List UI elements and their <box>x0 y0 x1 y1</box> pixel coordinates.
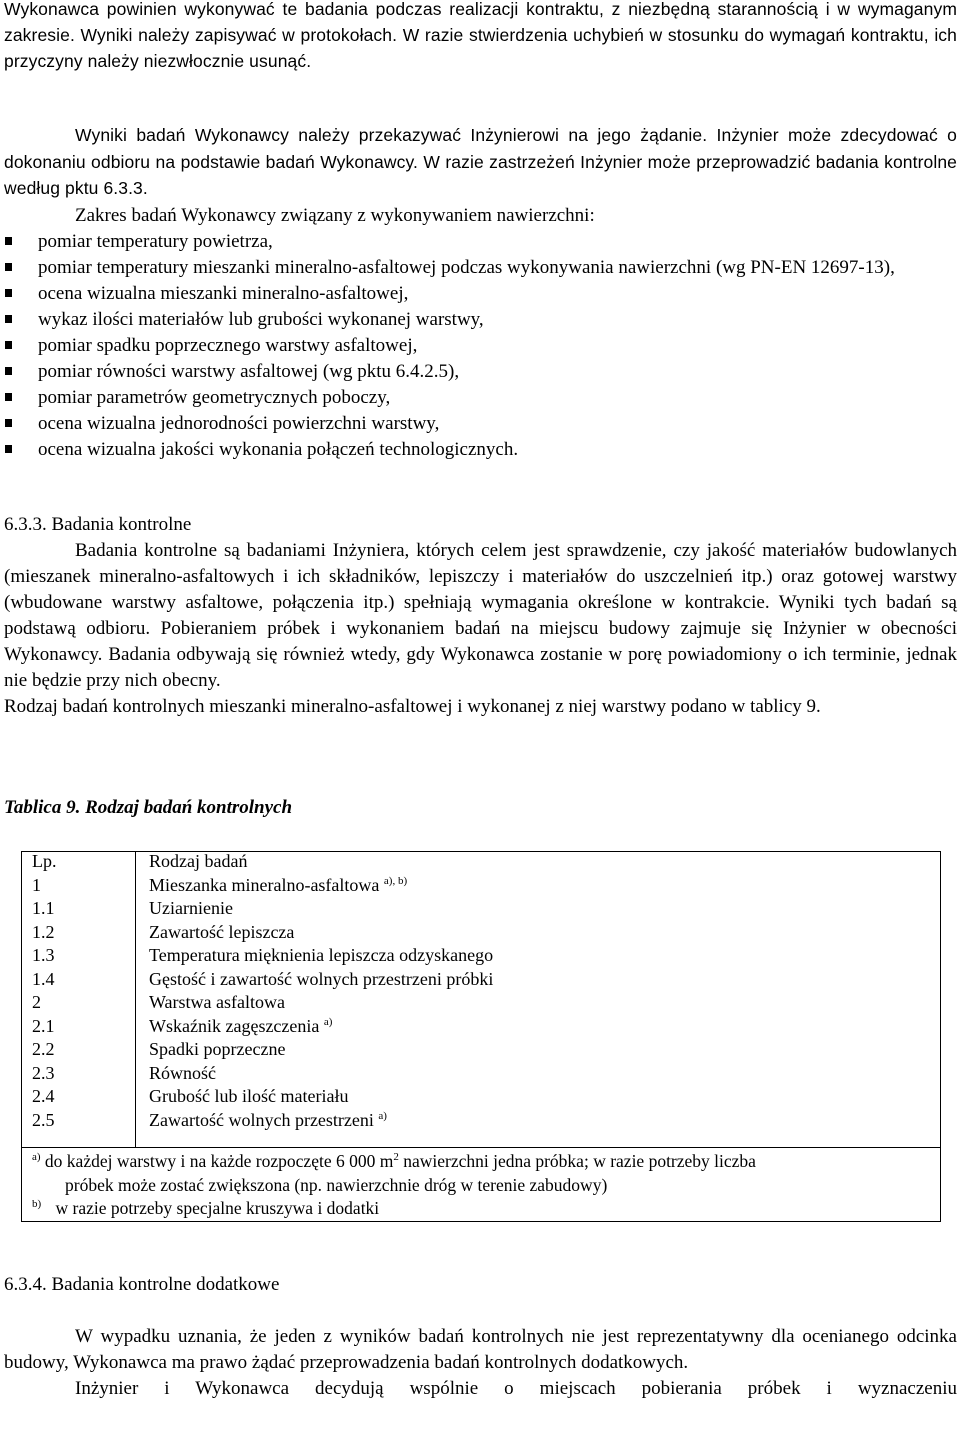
section-633-heading: 6.3.3. Badania kontrolne <box>4 514 192 535</box>
row-test-type: Wskaźnik zagęszczenia $^{a)}$ <box>149 1015 333 1036</box>
row-test-type: Warstwa asfaltowa <box>149 992 285 1012</box>
section-634-paragraph-2: Inżynier i Wykonawca decydują wspólnie o miejscach pobierania próbek i wyznaczeniu <box>75 1378 957 1399</box>
row-lp: 2.3 <box>32 1062 55 1083</box>
table-header-row <box>22 850 940 874</box>
scope-list-item: ocena wizualna mieszanki mineralno-asfaltowej, <box>4 281 957 307</box>
section-633-paragraph: Badania kontrolne są badaniami Inżyniera, których celem jest sprawdzenie, czy jakość materiałów budowlanych (mieszanek mineralno-asfaltowych i ich składników, lepiszczy i materiałów do uszczelnień itp.) oraz gotowej warstwy (wbudowane warstwy asfaltowe, połączenia itp.) spełniają wymagania określone w kontrakcie. Wyniki tych badań są podstawą odbioru. Pobieraniem próbek i wykonaniem badań na miejscu budowy zajmuje się Inżynier w obecności Wykonawcy. Badania odbywają się również wtedy, gdy Wykonawca zostanie w porę powiadomiony o ich terminie, jednak nie będzie przy nich obecny. <box>4 540 957 691</box>
footnote-mark: a) <box>378 1109 387 1122</box>
table-row <box>22 921 940 945</box>
section-633 <box>4 512 957 720</box>
row-lp: 2.5 <box>32 1109 55 1130</box>
scope-list-item: pomiar temperatury powietrza, <box>4 229 957 255</box>
scope-list-item: pomiar spadku poprzecznego warstwy asfaltowej, <box>4 333 957 359</box>
bullet-icon <box>5 393 12 401</box>
table-row <box>22 944 940 968</box>
scope-list-item: wykaz ilości materiałów lub grubości wykonanej warstwy, <box>4 307 957 333</box>
row-test-type: Gęstość i zawartość wolnych przestrzeni próbki <box>149 968 494 989</box>
row-test-type: Grubość lub ilość materiału <box>149 1086 349 1106</box>
section-634-heading: 6.3.4. Badania kontrolne dodatkowe <box>4 1274 280 1295</box>
row-lp: 1 <box>32 874 41 895</box>
row-test-type: Temperatura mięknienia lepiszcza odzyskanego <box>149 945 494 965</box>
row-test-type: Równość <box>149 1062 216 1083</box>
row-lp: 2 <box>32 992 41 1012</box>
table-row <box>22 1038 940 1062</box>
bullet-icon <box>5 263 12 271</box>
table-row <box>22 991 940 1015</box>
scope-list-item: pomiar temperatury mieszanki mineralno-asfaltowej podczas wykonywania nawierzchni (wg PN-EN 12697-13), <box>4 255 957 281</box>
bullet-icon <box>5 445 12 453</box>
row-lp: 2.2 <box>32 1039 55 1059</box>
table-row <box>22 1085 940 1109</box>
scope-list <box>4 229 957 463</box>
bullet-icon <box>5 289 12 297</box>
section-634 <box>4 1272 957 1402</box>
section-634-paragraph: W wypadku uznania, że jeden z wyników badań kontrolnych nie jest reprezentatywny dla ocenianego odcinka budowy, Wykonawca ma prawo żądać przeprowadzenia badań kontrolnych dodatkowych. <box>4 1326 957 1373</box>
table-9 <box>21 851 941 1148</box>
row-test-type: Zawartość wolnych przestrzeni $^{a)}$ <box>149 1109 387 1130</box>
scope-list-item: ocena wizualna jakości wykonania połączeń technologicznych. <box>4 437 957 463</box>
row-test-type: Mieszanka mineralno-asfaltowa $^{a), b)}$ <box>149 874 408 895</box>
table-row <box>22 1109 940 1133</box>
scope-list-item: pomiar parametrów geometrycznych poboczy, <box>4 385 957 411</box>
table-caption-wrap <box>4 795 957 821</box>
scope-lead: Zakres badań Wykonawcy związany z wykonywaniem nawierzchni: <box>75 205 595 226</box>
note-a-mark: a) <box>32 1151 41 1163</box>
bullet-icon <box>5 237 12 245</box>
results-paragraph: Wyniki badań Wykonawcy należy przekazywać Inżynierowi na jego żądanie. Inżynier może zdecydować o dokonaniu odbioru na podstawie badań Wykonawcy. W razie zastrzeżeń Inżynier może przeprowadzić badania kontrolne według pktu 6.3.3. <box>4 125 957 198</box>
row-lp: 1.4 <box>32 968 55 989</box>
note-b: $^{b)}$ w razie potrzeby specjalne kruszywa i dodatki <box>32 1198 380 1218</box>
table-row <box>22 1062 940 1086</box>
intro-paragraph: Wykonawca powinien wykonywać te badania podczas realizacji kontraktu, z niezbędną starannością i w wymaganym zakresie. Wyniki należy zapisywać w protokołach. W razie stwierdzenia uchybień w stosunku do wymagań kontraktu, ich przyczyny należy niezwłocznie usunąć. <box>4 0 957 71</box>
section-633-table-reference: Rodzaj badań kontrolnych mieszanki mineralno-asfaltowej i wykonanej z niej warstwy podano w tablicy 9. <box>4 696 821 717</box>
bullet-icon <box>5 341 12 349</box>
table-row <box>22 874 940 898</box>
note-a-line2: próbek może zostać zwiększona (np. nawierzchnie dróg w terenie zabudowy) <box>65 1175 608 1195</box>
row-lp: 1.3 <box>32 945 55 965</box>
bullet-icon <box>5 315 12 323</box>
row-lp: 2.1 <box>32 1015 55 1036</box>
footnote-mark: a), b) <box>383 874 408 887</box>
scope-section <box>4 203 957 463</box>
scope-list-item: pomiar równości warstwy asfaltowej (wg pktu 6.4.2.5), <box>4 359 957 385</box>
footnote-mark: a) <box>323 1015 333 1028</box>
bullet-icon <box>5 367 12 375</box>
table-row <box>22 968 940 992</box>
table-row <box>22 897 940 921</box>
row-lp: 1.2 <box>32 921 55 942</box>
row-lp: 1.1 <box>32 898 55 918</box>
note-a-line1: $^{a)}$ do każdej warstwy i na każde rozpoczęte 6 000 $m^2$ nawierzchni jedna próbka; w razie potrzeby liczba <box>32 1151 756 1171</box>
table-notes <box>21 1147 941 1222</box>
row-test-type: Zawartość lepiszcza <box>149 921 295 942</box>
table-caption: Tablica 9. Rodzaj badań kontrolnych <box>4 797 293 818</box>
row-lp: 2.4 <box>32 1086 55 1106</box>
bullet-icon <box>5 419 12 427</box>
header-lp: Lp. <box>32 851 57 871</box>
table-row <box>22 1015 940 1039</box>
scope-list-item: ocena wizualna jednorodności powierzchni warstwy, <box>4 411 957 437</box>
row-test-type: Spadki poprzeczne <box>149 1039 286 1059</box>
row-test-type: Uziarnienie <box>149 898 233 918</box>
header-rodzaj-badan: Rodzaj badań <box>149 851 248 871</box>
note-b-mark: b) <box>32 1198 42 1210</box>
